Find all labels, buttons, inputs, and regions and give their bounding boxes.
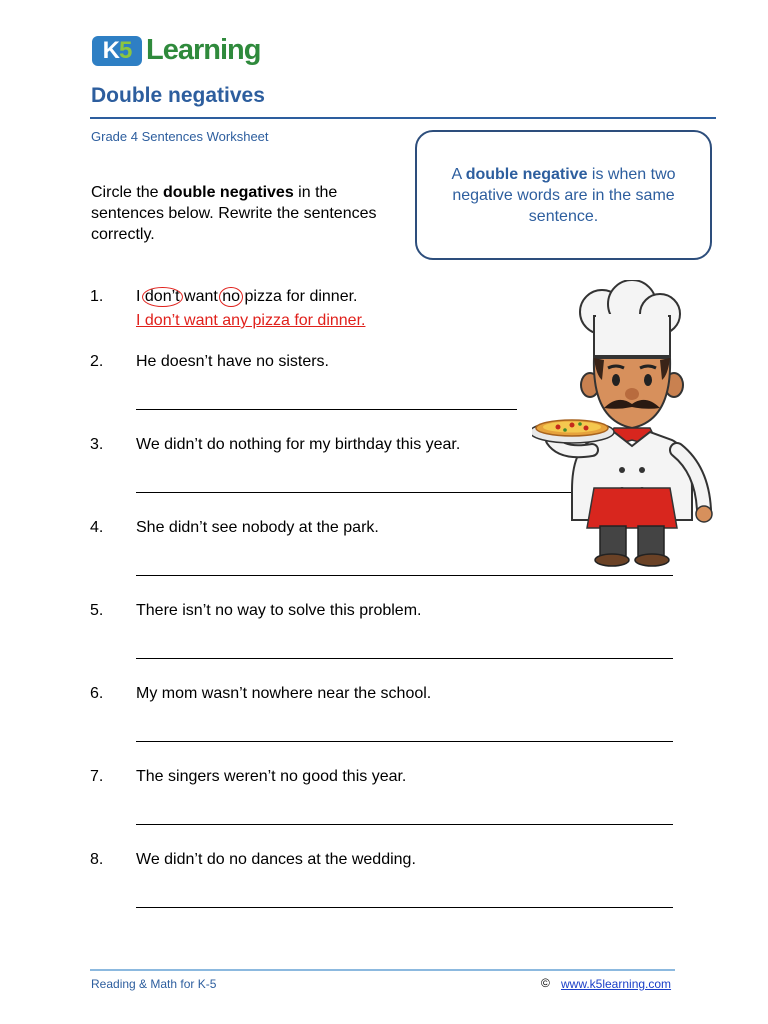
example-answer: I don’t want any pizza for dinner.: [136, 312, 366, 329]
answer-line[interactable]: [136, 658, 673, 659]
question-number: 7.: [90, 768, 104, 785]
answer-line[interactable]: [136, 409, 517, 410]
question-sentence: He doesn’t have no sisters.: [136, 353, 329, 370]
answer-line[interactable]: [136, 741, 673, 742]
question-sentence: The singers weren’t no good this year.: [136, 768, 407, 785]
logo-badge: K5: [92, 36, 142, 66]
pizza-icon: [532, 420, 614, 443]
red-apron: [587, 488, 677, 528]
question-sentence: We didn’t do no dances at the wedding.: [136, 851, 416, 868]
copyright-symbol: ©: [541, 976, 550, 990]
answer-line[interactable]: [136, 907, 673, 908]
website-link[interactable]: www.k5learning.com: [561, 977, 672, 991]
footer-divider: [90, 969, 675, 971]
title-divider: [90, 117, 716, 119]
circled-word: no: [219, 287, 243, 307]
logo-wordmark: Learning: [146, 34, 261, 66]
answer-line[interactable]: [136, 492, 576, 493]
definition-box: [415, 130, 712, 260]
example-sentence: I don’t want no pizza for dinner.: [136, 288, 358, 305]
definition-text: A double negative is when two negative words are in the same sentence.: [451, 166, 676, 225]
question-sentence: We didn’t do nothing for my birthday this year.: [136, 436, 461, 453]
worksheet-subtitle: Grade 4 Sentences Worksheet: [91, 129, 269, 144]
question-number: 8.: [90, 851, 104, 868]
question-number: 6.: [90, 685, 104, 702]
question-number: 1.: [90, 288, 104, 305]
question-sentence: My mom wasn’t nowhere near the school.: [136, 685, 432, 702]
question-sentence: She didn’t see nobody at the park.: [136, 519, 379, 536]
k5-learning-logo: [92, 28, 262, 72]
question-number: 4.: [90, 519, 104, 536]
page-title: Double negatives: [91, 84, 265, 107]
question-number: 3.: [90, 436, 104, 453]
chef-hat: [580, 280, 680, 356]
answer-line[interactable]: [136, 824, 673, 825]
question-number: 5.: [90, 602, 104, 619]
question-number: 2.: [90, 353, 104, 370]
answer-line[interactable]: [136, 575, 673, 576]
question-sentence: There isn’t no way to solve this problem.: [136, 602, 422, 619]
chef-legs: [595, 526, 669, 566]
chef-illustration: [532, 280, 722, 570]
footer-tagline: Reading & Math for K-5: [91, 977, 217, 991]
chef-face: [581, 358, 683, 428]
circled-word: don’t: [142, 287, 183, 307]
instructions: Circle the double negatives in the sentences below. Rewrite the sentences correctly.: [91, 184, 377, 243]
